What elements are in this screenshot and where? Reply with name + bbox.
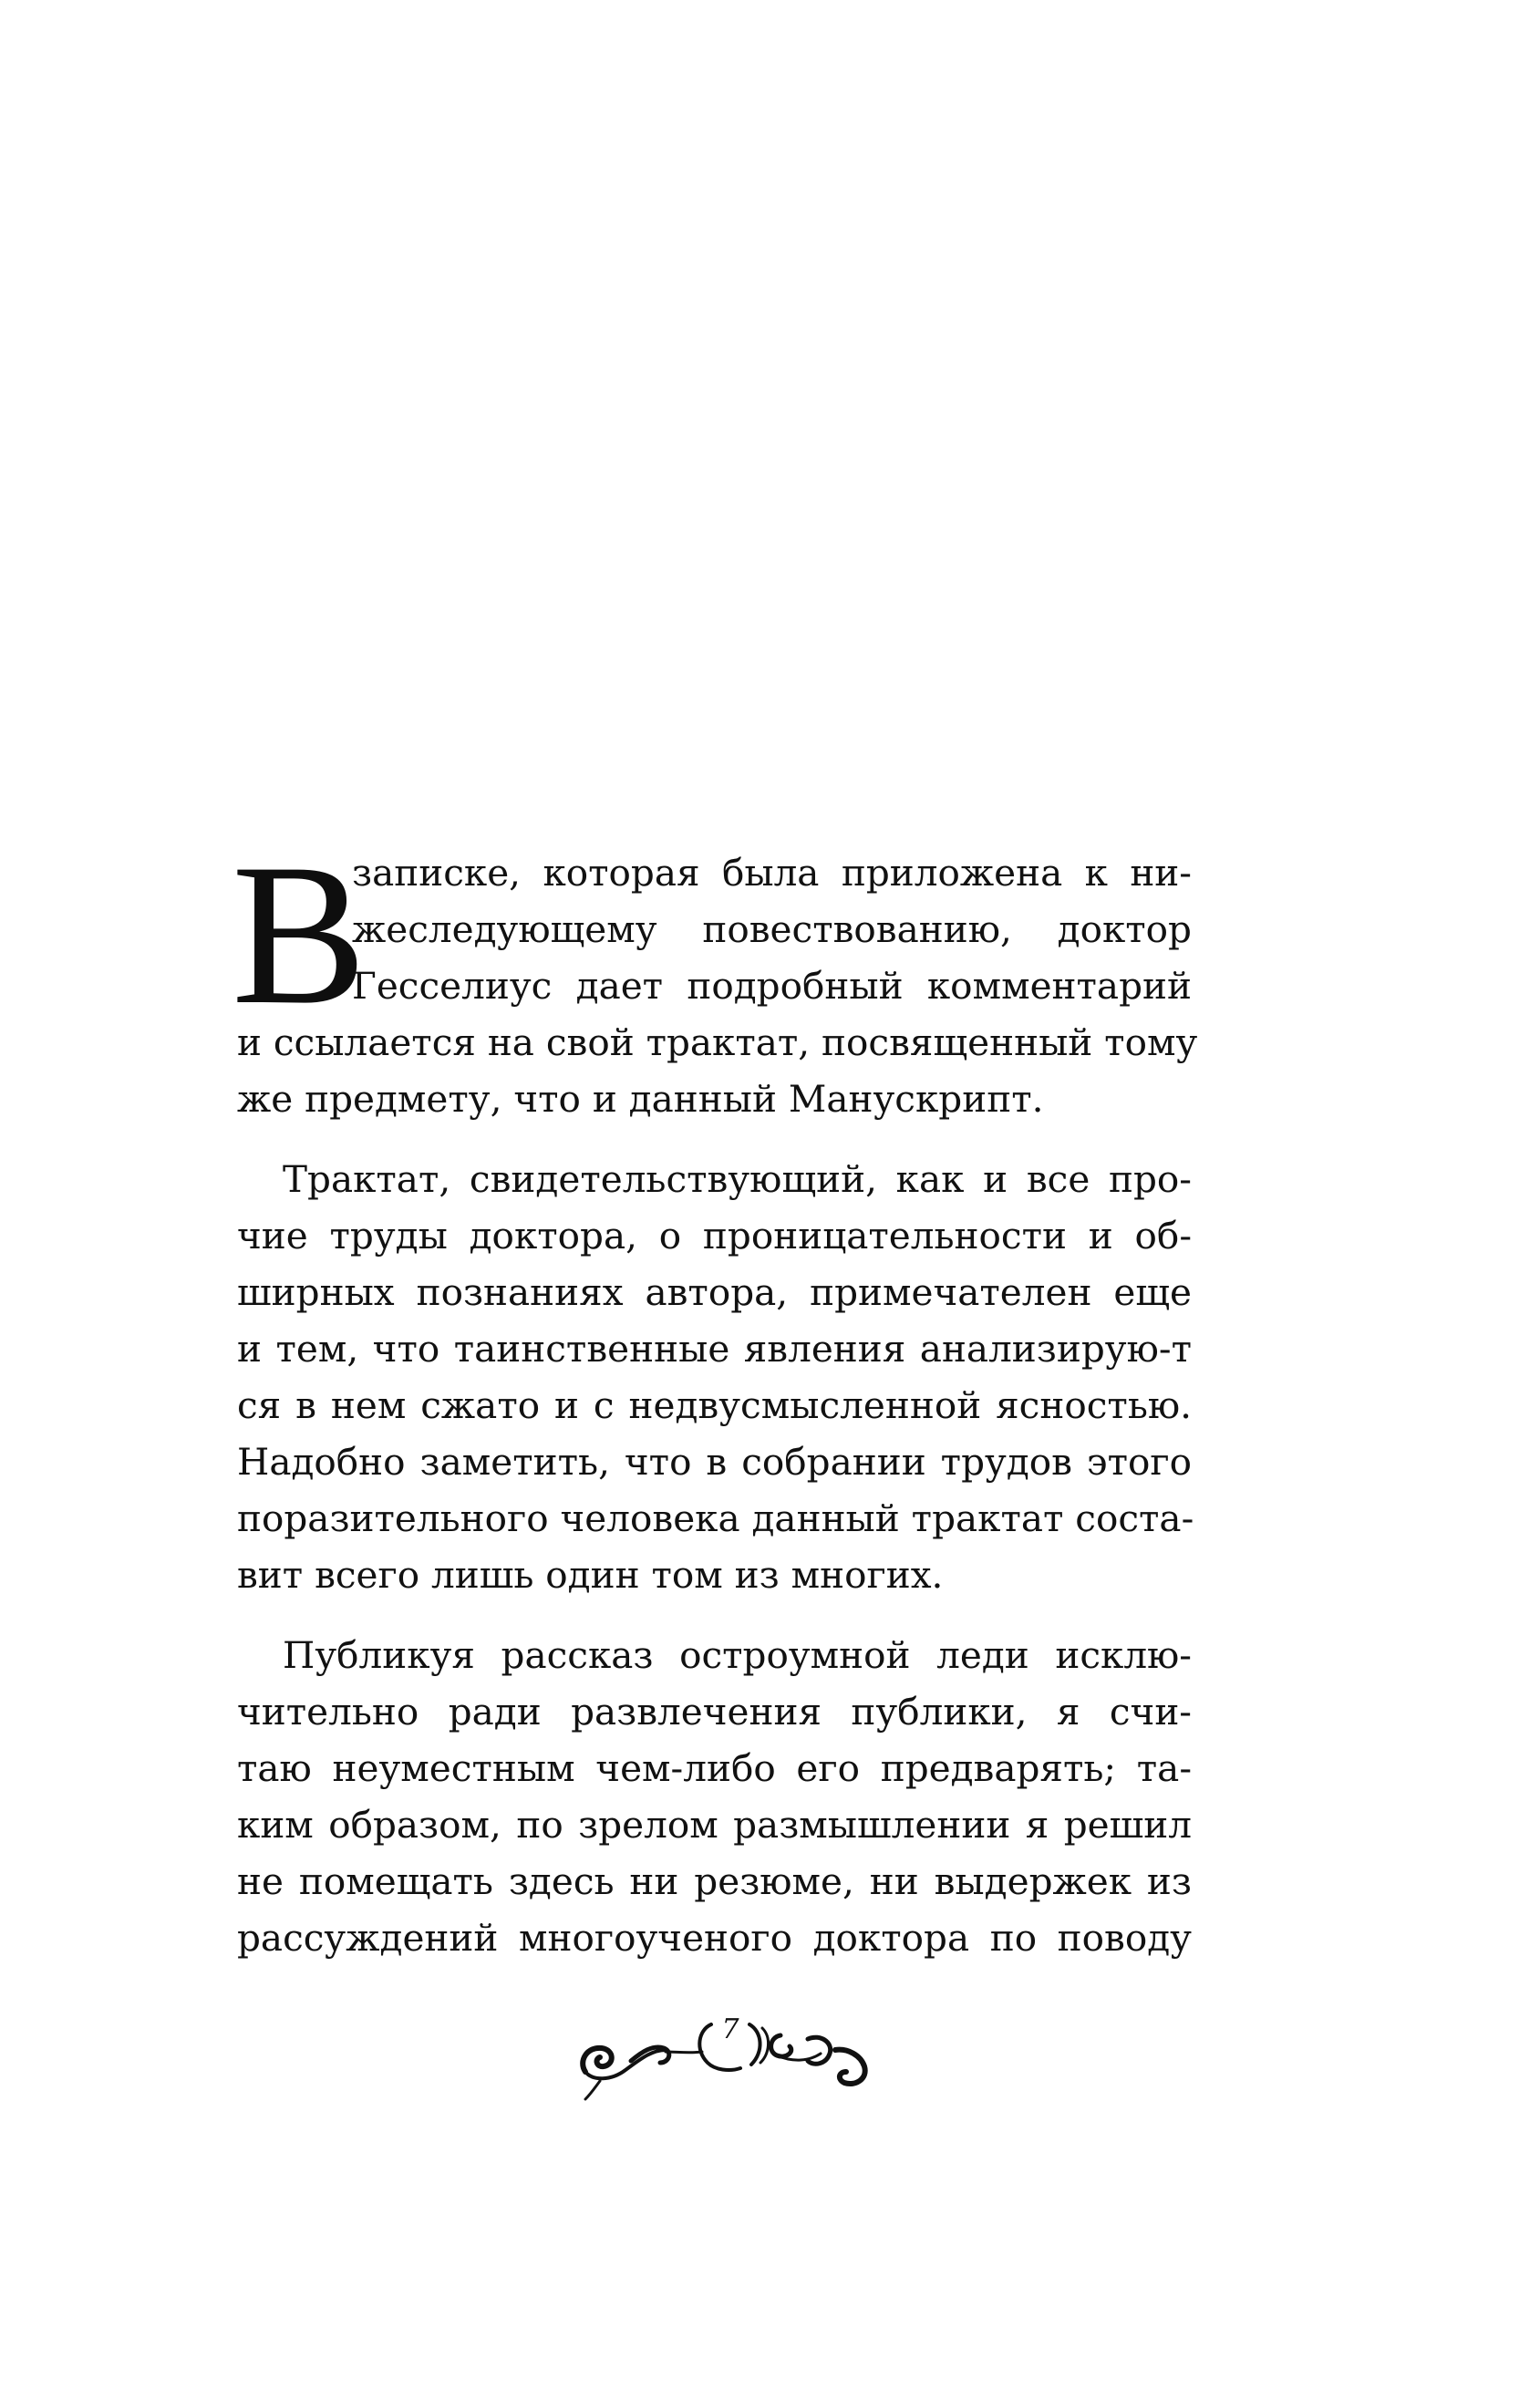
page-footer [574,1997,884,2106]
text-line: Гесселиус дает подробный комментарий [352,964,1192,1008]
text-line: Публикуя рассказ остроумной леди исклю- [283,1633,1192,1677]
paragraph-gap [237,1127,1192,1151]
text-line: таю неуместным чем-либо его предварять; та- [237,1746,1192,1790]
text-line: же предмету, что и данный Манускрипт. [237,1077,1044,1121]
page-number: 7 [721,2013,739,2045]
text-line: ширных познаниях автора, примечателен еще [237,1270,1192,1314]
paragraph-1 [237,844,1198,1127]
text-line: поразительного человека данный трактат соста- [237,1496,1194,1540]
paragraph-2 [237,1151,1192,1603]
text-line: Трактат, свидетельствующий, как и все про- [283,1157,1192,1201]
drop-cap: В [232,823,367,1047]
text-line: и ссылается на свой трактат, посвященный тому [237,1020,1198,1064]
text-line: ким образом, по зрелом размышлении я решил [237,1803,1192,1847]
text-line: и тем, что таинственные явления анализирую-т [237,1327,1192,1371]
text-line: не помещать здесь ни резюме, ни выдержек из [237,1859,1192,1903]
text-line: ся в нем сжато и с недвусмысленной ясностью. [237,1383,1192,1427]
text-line: рассуждений многоученого доктора по поводу [237,1916,1192,1960]
text-line: вит всего лишь один том из многих. [237,1553,944,1597]
text-line: записке, которая была приложена к ни- [352,851,1192,895]
body-text [232,823,1198,1966]
paragraph-gap [237,1603,1192,1627]
text-line: чие труды доктора, о проницательности и об- [237,1214,1192,1258]
paragraph-3 [237,1627,1192,1966]
text-line: Надобно заметить, что в собрании трудов этого [237,1440,1192,1484]
text-line: чительно ради развлечения публики, я счи- [237,1690,1192,1734]
text-line: жеследующему повествованию, доктор [352,907,1192,951]
